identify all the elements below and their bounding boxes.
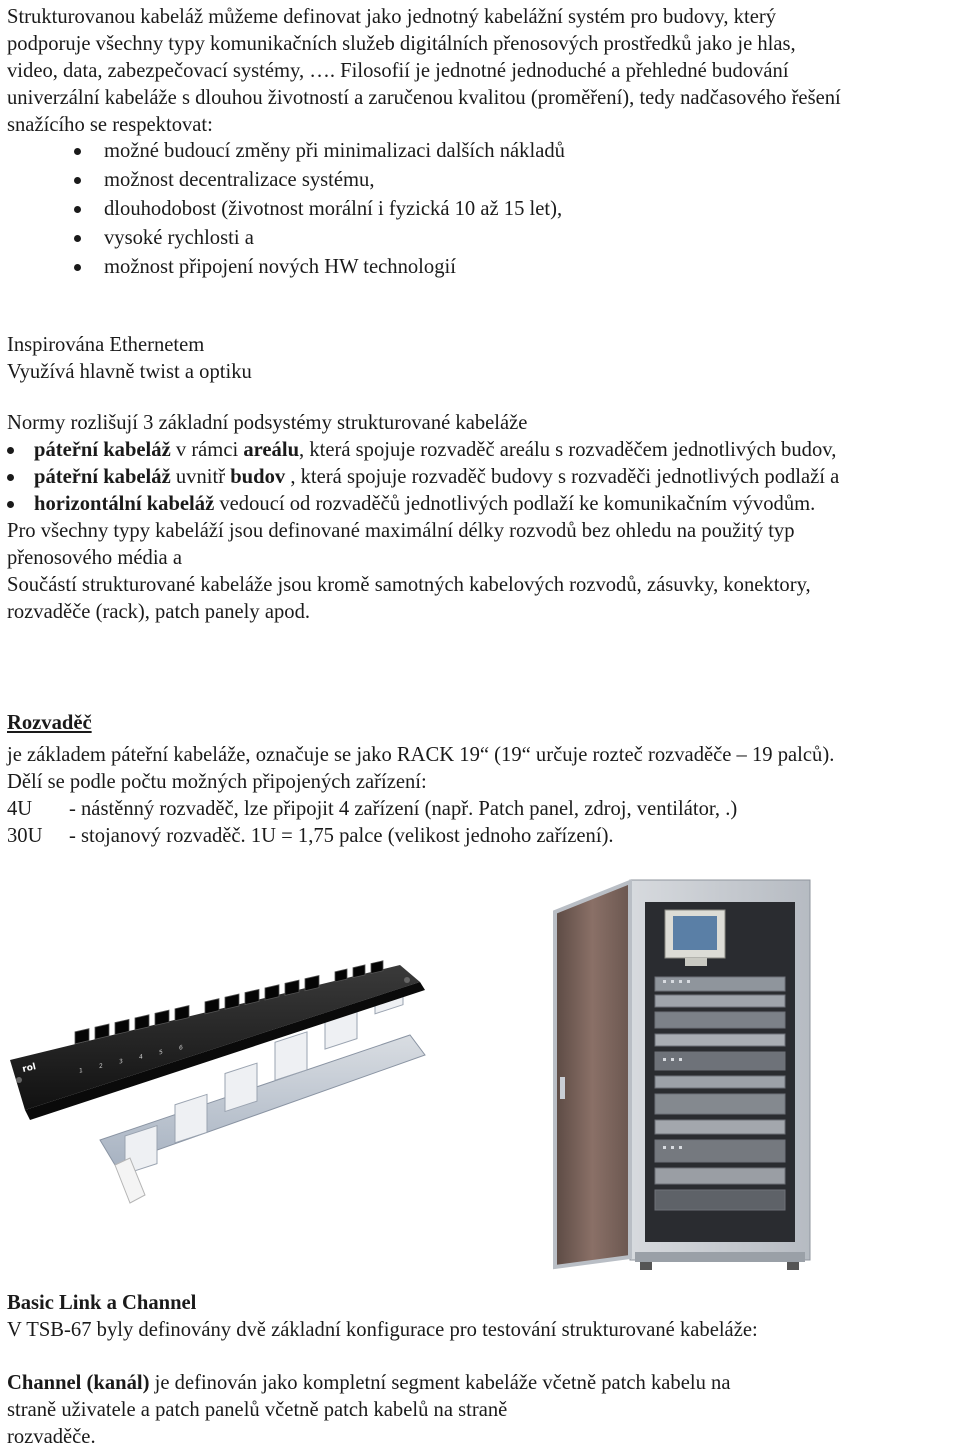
bullet-icon (74, 235, 81, 242)
list-item: páteřní kabeláž uvnitř budov , která spojuje rozvaděč budovy s rozvaděči jednotlivých podlaží a (7, 464, 957, 491)
intro-paragraph (7, 4, 957, 139)
norms-section (7, 410, 957, 626)
norms-list (7, 437, 957, 518)
bullet-icon (74, 206, 81, 213)
port-number: 5 (159, 1048, 163, 1057)
port-number: 4 (139, 1053, 143, 1062)
norms-paragraph-2-line-1: Součástí strukturované kabeláže jsou kromě samotných kabelových rozvodů, zásuvky, konektory, (7, 574, 811, 596)
list-item: vysoké rychlosti a (7, 224, 957, 253)
basic-link-heading: Basic Link a Channel (7, 1292, 197, 1314)
bullet-icon (74, 148, 81, 155)
ethernet-line-1: Inspirována Ethernetem (7, 334, 205, 356)
intro-line-3: video, data, zabezpečovací systémy, …. Filosofií je jednotné jednoduché a přehledné budování (7, 60, 789, 82)
list-item: možnost připojení nových HW technologií (7, 253, 957, 282)
norms-paragraph-1-line-2: přenosového média a (7, 547, 182, 569)
norms-paragraph-2-line-2: rozvaděče (rack), patch panely apod. (7, 601, 311, 623)
intro-line-2: podporuje všechny typy komunikačních služeb digitálních přenosových prostředků jako je hlas, (7, 33, 796, 55)
bullet-icon (7, 447, 14, 454)
norms-paragraph-1-line-1: Pro všechny typy kabeláží jsou definované maximální délky rozvodů bez ohledu na použitý typ (7, 520, 795, 542)
bullet-icon (74, 177, 81, 184)
list-item: horizontální kabeláž vedoucí od rozvaděčů jednotlivých podlaží ke komunikačním vývodům. (7, 491, 957, 518)
intro-line-4: univerzální kabeláže s dlouhou životností a zaručenou kvalitou (proměření), tedy nadčasového řešení (7, 87, 841, 109)
channel-line-2: straně uživatele a patch panelů včetně patch kabelů na straně (7, 1399, 508, 1421)
intro-line-5: snažícího se respektovat: (7, 114, 213, 136)
channel-line-3: rozvaděče. (7, 1426, 96, 1448)
ethernet-paragraph (7, 332, 957, 386)
rack-cabinet-image (515, 872, 820, 1277)
intro-bullet-list (7, 137, 957, 282)
port-number: 3 (118, 1057, 123, 1066)
list-item: dlouhodobost (životnost morální i fyzická 10 až 15 let), (7, 195, 957, 224)
port-number: 2 (98, 1062, 103, 1071)
rack-row-30u: 30U - stojanový rozvaděč. 1U = 1,75 palce (velikost jednoho zařízení). (7, 825, 614, 847)
basic-link-section (7, 1290, 957, 1451)
bullet-icon (7, 501, 14, 508)
intro-line-1: Strukturovanou kabeláž můžeme definovat jako jednotný kabelážní systém pro budovy, který (7, 6, 776, 28)
basic-link-line-1: V TSB-67 byly definovány dvě základní konfigurace pro testování strukturované kabeláže: (7, 1319, 758, 1341)
bullet-icon (74, 264, 81, 271)
rack-line-2: Dělí se podle počtu možných připojených zařízení: (7, 771, 427, 793)
list-item: možné budoucí změny při minimalizaci dalších nákladů (7, 137, 957, 166)
ethernet-line-2: Využívá hlavně twist a optiku (7, 361, 252, 383)
port-number: 6 (179, 1044, 183, 1052)
bullet-icon (7, 474, 14, 481)
patch-panel-brand: rol (21, 1062, 38, 1075)
patch-panel-image (5, 960, 505, 1220)
port-number: 1 (78, 1067, 83, 1075)
rack-section (7, 710, 957, 850)
rack-row-4u: 4U - nástěnný rozvaděč, lze připojit 4 zařízení (např. Patch panel, zdroj, ventilátor, .) (7, 798, 738, 820)
norms-intro: Normy rozlišují 3 základní podsystémy strukturované kabeláže (7, 412, 528, 434)
rack-heading: Rozvaděč (7, 712, 92, 734)
channel-line: Channel (kanál) je definován jako kompletní segment kabeláže včetně patch kabelu na (7, 1372, 731, 1394)
rack-line-1: je základem páteřní kabeláže, označuje se jako RACK 19“ (19“ určuje rozteč rozvaděče – 19 palců). (7, 744, 835, 766)
list-item: možnost decentralizace systému, (7, 166, 957, 195)
list-item: páteřní kabeláž v rámci areálu, která spojuje rozvaděč areálu s rozvaděčem jednotlivých budov, (7, 437, 957, 464)
